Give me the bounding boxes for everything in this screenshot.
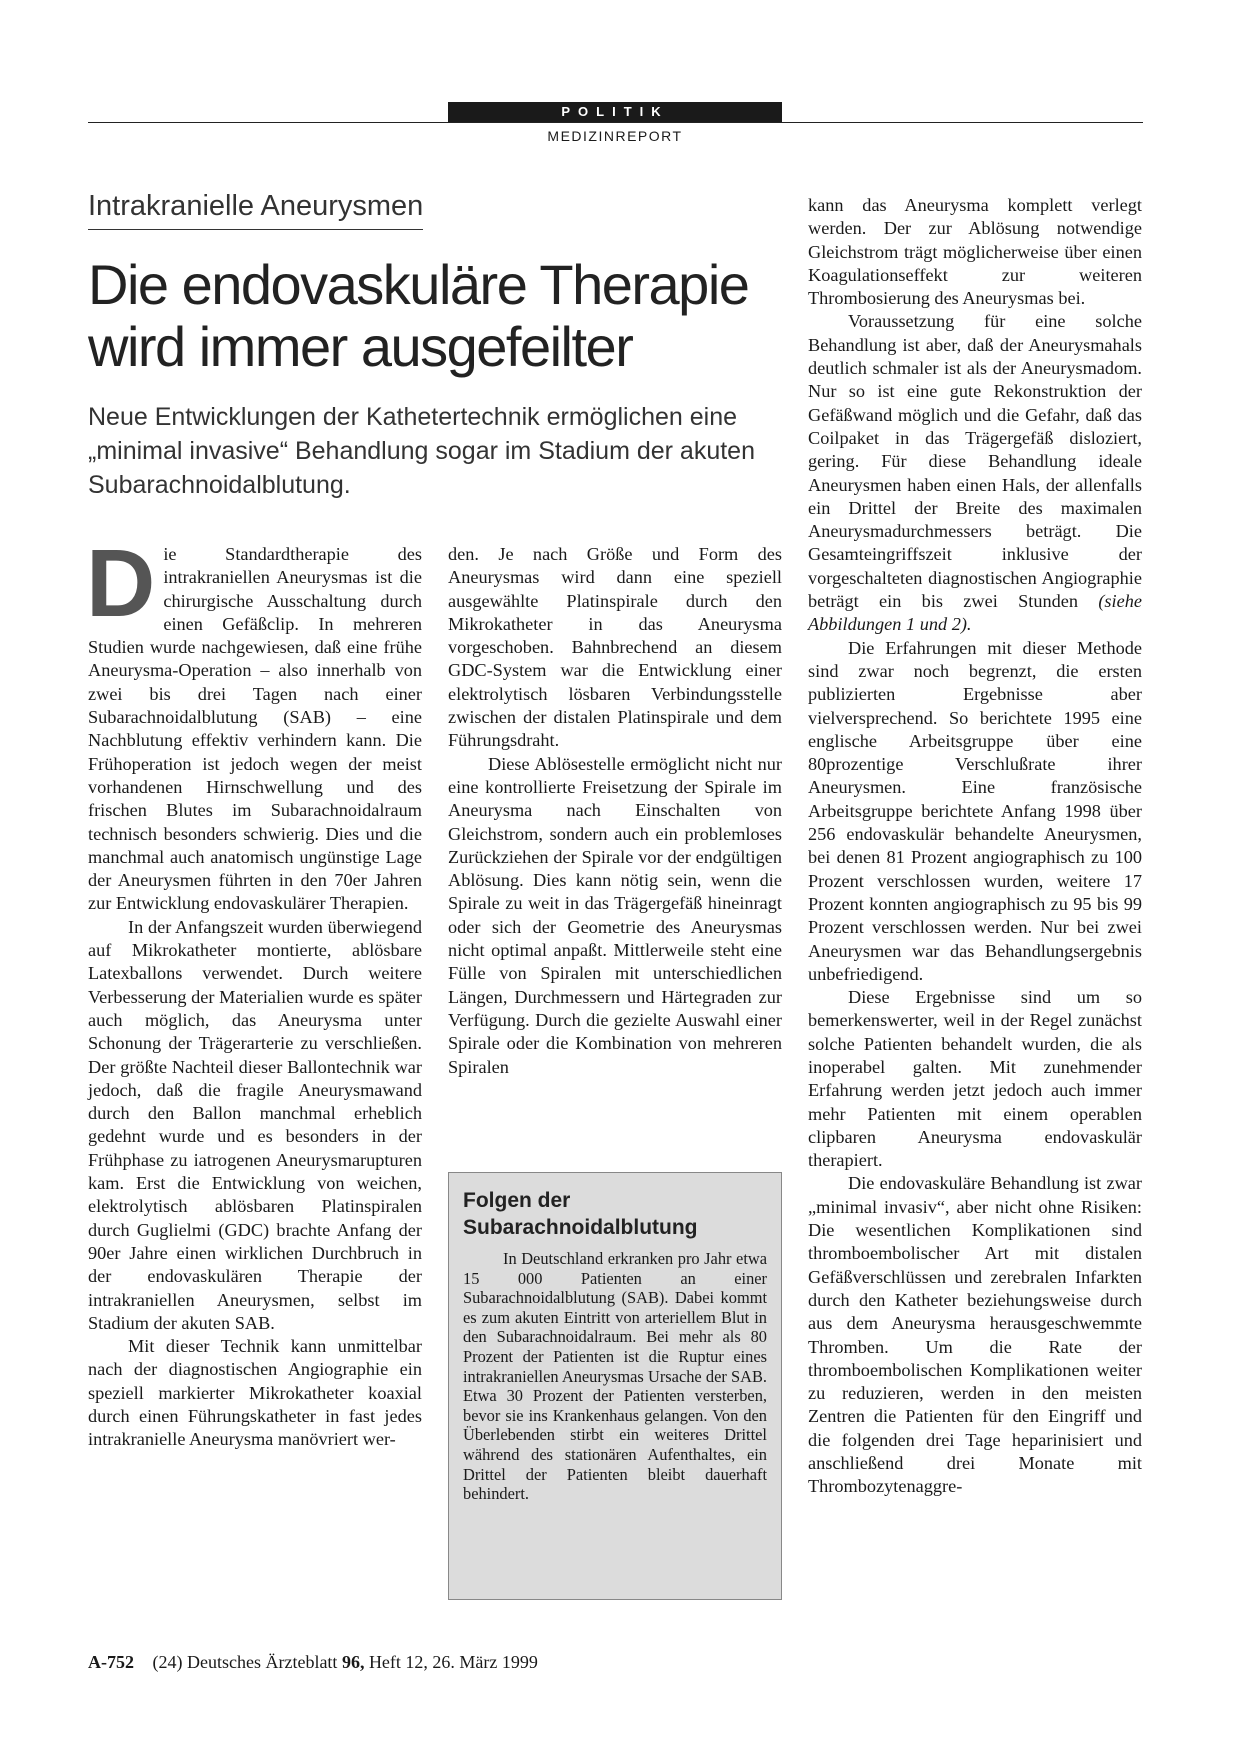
paragraph: In der Anfangszeit wurden überwiegend auf Mikrokatheter montierte, ablösbare Latexballons verwendet. Durch weitere Verbesserung der Materialien wurde es später auch möglich, das Aneurysma unter Schonung der Trägerarterie zu verschließen. Der größte Nachteil dieser Ballontechnik war jedoch, daß die fragile Aneurysmawand durch den Ballon manchmal erheblich gedehnt wurde und es besonders in der Frühphase zu iatrogenen Aneurysmarupturen kam. Erst die Entwicklung von weichen, elektrolytisch ablösbaren Platinspiralen durch Guglielmi (GDC) brachte Anfang der 90er Jahre einen wirklichen Durchbruch in der endovaskulären Therapie der intrakraniellen Aneurysmen, selbst im Stadium der akuten SAB. xyxy=(88,916,422,1333)
column-1 xyxy=(86,530,422,1452)
subsection-label: MEDIZINREPORT xyxy=(547,128,683,144)
paragraph xyxy=(86,530,422,916)
section-label: POLITIK xyxy=(448,102,782,122)
paragraph: Mit dieser Technik kann unmittelbar nach der diagnostischen Angiographie ein speziell markierter Mikrokatheter koaxial durch einen Führungskatheter in fast jedes intrakranielle Aneurysma manövriert wer- xyxy=(88,1336,422,1450)
column-2 xyxy=(448,543,782,1079)
info-box-title: Folgen der Subarachnoidalblutung xyxy=(463,1189,698,1239)
paragraph: kann das Aneurysma komplett verlegt werden. Der zur Ablösung notwendige Gleichstrom trägt möglicherweise über einen Koagulationseffekt zur weiteren Thrombosierung des Aneurysmas bei. xyxy=(808,195,1142,309)
page-number: A-752 xyxy=(88,1652,134,1672)
journal-volume: 96, xyxy=(341,1652,365,1672)
paragraph: Diese Ergebnisse sind um so bemerkenswerter, weil in der Regel zunächst solche Patienten behandelt wurden, die als inoperabel galten. Mit zunehmender Erfahrung werden jetzt jedoch auch immer mehr Patienten mit einem operablen clipbaren Aneurysma endovaskulär therapiert. xyxy=(808,987,1142,1171)
article-kicker: Intrakranielle Aneurysmen xyxy=(88,190,423,230)
page-footer xyxy=(88,1652,538,1673)
article-deck: Neue Entwicklungen der Kathetertechnik ermöglichen eine „minimal invasive“ Behandlung sogar im Stadium der akuten Subarachnoidalblutung. xyxy=(88,403,755,499)
article-headline: Die endovaskuläre Therapie wird immer ausgefeilter xyxy=(88,253,749,378)
header-rule xyxy=(88,122,1143,123)
paragraph: den. Je nach Größe und Form des Aneurysmas wird dann eine speziell ausgewählte Platinspirale durch den Mikrokatheter in das Aneurysma vorgeschoben. Bahnbrechend an diesem GDC-System war die Entwicklung einer elektrolytisch lösbaren Verbindungsstelle zwischen der distalen Platinspirale und dem Führungsdraht. xyxy=(448,544,782,751)
journal-name: (24) Deutsches Ärzteblatt xyxy=(152,1652,338,1672)
paragraph: Die Erfahrungen mit dieser Methode sind zwar noch begrenzt, die ersten publizierten Ergebnisse aber vielversprechend. So berichtete 1995 eine englische Arbeitsgruppe über eine 80prozentige Verschlußrate ihrer Aneurysmen. Eine französische Arbeitsgruppe berichtete Anfang 1998 über 256 endovaskulär behandelte Aneurysmen, bei denen 81 Prozent angiographisch zu 100 Prozent verschlossen wurden, weitere 17 Prozent konnten angiographisch zu 95 bis 99 Prozent verschlossen werden. Nur bei zwei Aneurysmen war das Behandlungsergebnis unbefriedigend. xyxy=(808,637,1142,984)
figure-reference: (siehe Abbildungen 1 und 2). xyxy=(808,591,1142,635)
paragraph-text: ie Standardtherapie des intrakraniellen Aneurysmas ist die chirurgische Ausschaltung durch einen Gefäßclip. In mehreren Studien wurde nachgewiesen, daß eine frühe Aneurysma-Operation – also innerhalb von zwei bis drei Tagen nach einer Subarachnoidalblutung (SAB) – eine Nachblutung effektiv verhindern kann. Die Frühoperation ist jedoch wegen der meist vorhandenen Hirnschwellung und des frischen Blutes im Subarachnoidalraum technisch besonders schwierig. Dies und die manchmal auch anatomisch ungünstige Lage der Aneurysmen führten in den 70er Jahren zur Entwicklung endovaskulärer Therapien. xyxy=(88,544,422,914)
issue-date: Heft 12, 26. März 1999 xyxy=(368,1652,538,1672)
info-box-body: In Deutschland erkranken pro Jahr etwa 15 000 Patienten an einer Subarachnoidalblutung (SAB). Dabei kommt es zum akuten Eintritt von arteriellem Blut in den Subarachnoidalraum. Bei mehr als 80 Prozent der Patienten ist die Ruptur eines intrakraniellen Aneurysmas Ursache der SAB. Etwa 30 Prozent der Patienten versterben, bevor sie ins Krankenhaus gelangen. Von den Überlebenden stirbt ein weiteres Drittel während des stationären Aufenthaltes, ein Drittel der Patienten bleibt dauerhaft behindert. xyxy=(463,1249,767,1504)
paragraph xyxy=(808,310,1142,636)
paragraph-text: Voraussetzung für eine solche Behandlung ist aber, daß der Aneurysmahals deutlich schmaler ist als der Aneurysmadom. Nur so ist eine gute Rekonstruktion der Gefäßwand möglich und die Gefahr, daß das Coilpaket in das Trägergefäß disloziert, gering. Für diese Behandlung ideale Aneurysmen haben einen Hals, der allenfalls ein Drittel der Breite des maximalen Aneurysmadurchmessers beträgt. Die Gesamteingriffszeit inklusive der vorgeschalteten diagnostischen Angiographie beträgt ein bis zwei Stunden xyxy=(808,311,1142,612)
info-box xyxy=(448,1172,782,1600)
paragraph: Die endovaskuläre Behandlung ist zwar „minimal invasiv“, aber nicht ohne Risiken: Die wesentlichen Komplikationen sind thromboembolischer Art mit distalen Gefäßverschlüssen und zerebralen Infarkten durch den Katheter beziehungsweise durch aus dem Aneurysma herausgeschwemmte Thromben. Um die Rate der thromboembolischen Komplikationen weiter zu reduzieren, werden in den meisten Zentren die Patienten für den Eingriff und die folgenden drei Tage heparinisiert und anschließend drei Monate mit Thrombozytenaggre- xyxy=(808,1173,1142,1497)
drop-cap: D xyxy=(86,530,156,637)
column-3 xyxy=(808,194,1142,1499)
paragraph: Diese Ablösestelle ermöglicht nicht nur eine kontrollierte Freisetzung der Spirale im Aneurysma nach Einschalten von Gleichstrom, sondern auch ein problemloses Zurückziehen der Spirale vor der endgültigen Ablösung. Dies kann nötig sein, wenn die Spirale zu weit in das Trägergefäß hineinragt oder sich der Geometrie des Aneurysmas nicht optimal anpaßt. Mittlerweile steht eine Fülle von Spiralen mit unterschiedlichen Längen, Durchmessern und Härtegraden zur Verfügung. Durch die gezielte Auswahl einer Spirale oder die Kombination von mehreren Spiralen xyxy=(448,753,782,1077)
